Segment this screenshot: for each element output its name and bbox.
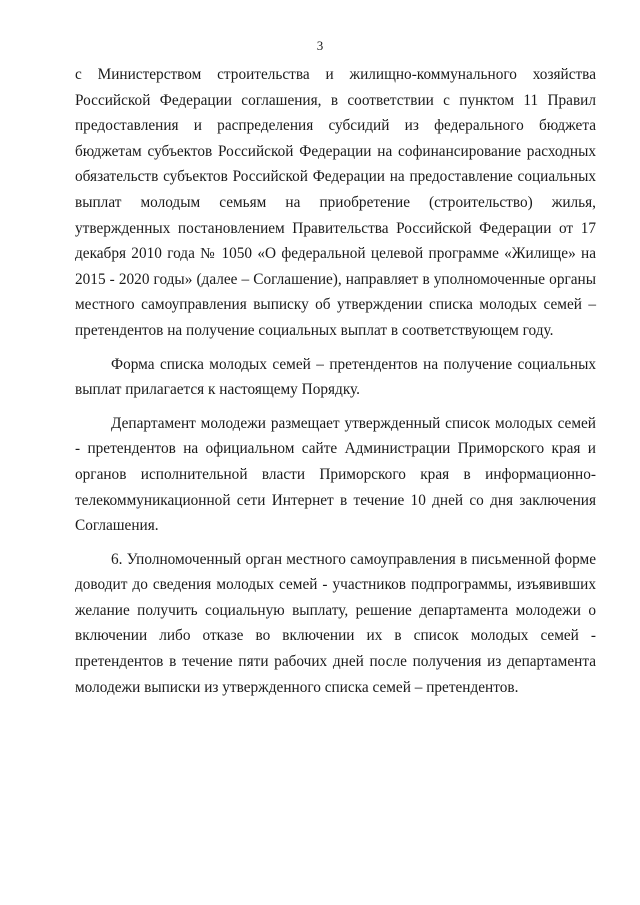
paragraph-item-6: 6. Уполномоченный орган местного самоуправления в письменной форме доводит до сведения молодых семей - участников подпрограммы, изъявивших желание получить социальную выплату, решение департамента молодежи о включении либо отказе во включении их в список молодых семей - претендентов в течение пяти рабочих дней после получения из департамента молодежи выписки из утвержденного списка семей – претендентов. [75,550,596,696]
page-number: 3 [316,38,324,53]
paragraph-continuation: с Министерством строительства и жилищно-коммунального хозяйства Российской Федерации соглашения, в соответствии с пунктом 11 Правил предоставления и распределения субсидий из федерального бюджета бюджетам субъектов Российской Федерации на софинансирование расходных обязательств субъектов Российской Федерации на предоставление социальных выплат молодым семьям на приобретение (строительство) жилья, утвержденных постановлением Правительства Российской Федерации от 17 декабря 2010 года № 1050 «О федеральной целевой программе «Жилище» на 2015 - 2020 годы» (далее – Соглашение), направляет в уполномоченные органы местного самоуправления выписку об утверждении списка молодых семей – претендентов на получение социальных выплат в соответствующем году. [75,66,596,339]
paragraph-publication: Департамент молодежи размещает утвержденный список молодых семей - претендентов на официальном сайте Администрации Приморского края и органов исполнительной власти Приморского края в информационно-телекоммуникационной сети Интернет в течение 10 дней со дня заключения Соглашения. [75,414,596,535]
paragraph-form-of-list: Форма списка молодых семей – претендентов на получение социальных выплат прилагается к настоящему Порядку. [75,355,596,399]
document-body [75,62,596,704]
